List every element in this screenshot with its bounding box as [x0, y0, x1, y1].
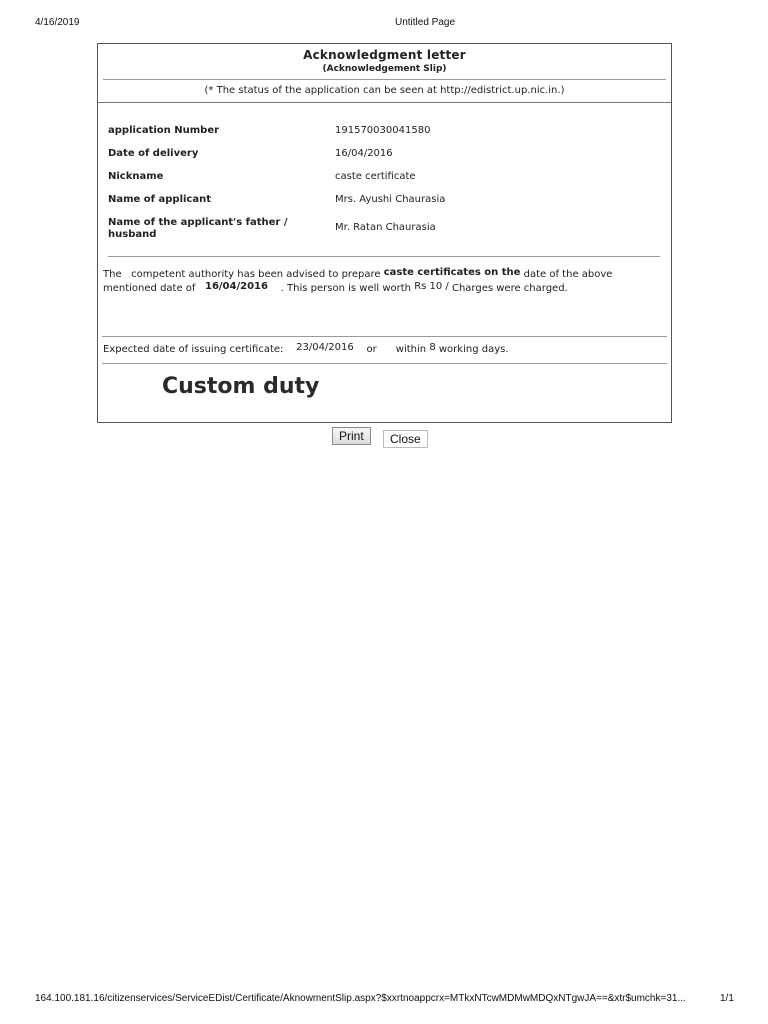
paragraph-text: date of the above — [523, 269, 613, 280]
field-label: application Number — [108, 125, 220, 136]
custom-duty-heading: Custom duty — [162, 374, 320, 399]
status-note: (* The status of the application can be seen at http://edistrict.up.nic.in.) — [204, 85, 565, 96]
working-days-count: 8 — [429, 342, 436, 353]
slip-title: Acknowledgment letter — [303, 48, 466, 62]
certificate-type: caste certificates on the — [383, 267, 521, 278]
within-text: within — [395, 344, 427, 355]
page-number: 1/1 — [720, 993, 734, 1004]
or-text: or — [366, 344, 377, 355]
field-label: Nickname — [108, 171, 164, 182]
field-value: Mrs. Ayushi Chaurasia — [335, 194, 446, 205]
print-footer — [0, 993, 768, 1007]
field-value: 191570030041580 — [335, 125, 431, 136]
divider — [102, 336, 667, 337]
field-value: caste certificate — [335, 171, 416, 182]
paragraph-text: competent authority has been advised to prepare — [131, 269, 381, 280]
paragraph-text: Charges were charged. — [451, 283, 568, 294]
close-button[interactable]: Close — [383, 430, 428, 448]
expected-label: Expected date of issuing certificate: — [103, 344, 284, 355]
authority-paragraph-line-1 — [103, 269, 612, 280]
field-value: 16/04/2016 — [335, 148, 393, 159]
field-label: Name of the applicant's father / husband — [108, 217, 288, 240]
expected-date: 23/04/2016 — [296, 342, 354, 353]
paragraph-text: The — [103, 269, 122, 280]
page-url: 164.100.181.16/citizenservices/ServiceEDist/Certificate/AknowmentSlip.aspx?$xxrtnoappcrx=MTkxNTcwMDMwMDQxNTgwJA==&xtr$umchk=31... — [35, 993, 686, 1004]
mentioned-date: 16/04/2016 — [204, 281, 268, 292]
header-divider — [103, 79, 666, 80]
divider — [102, 363, 667, 364]
print-date: 4/16/2019 — [35, 17, 80, 28]
print-header — [0, 17, 768, 31]
slip-subtitle: (Acknowledgement Slip) — [322, 64, 447, 74]
field-value: Mr. Ratan Chaurasia — [335, 222, 436, 233]
charge-amount: Rs 10 / — [414, 281, 449, 292]
field-label: Name of applicant — [108, 194, 211, 205]
expected-issue-line — [103, 344, 509, 355]
print-page-title: Untitled Page — [394, 17, 456, 28]
authority-paragraph-line-2 — [103, 283, 568, 294]
paragraph-text: mentioned date of — [103, 283, 196, 294]
working-days-suffix: working days. — [438, 344, 509, 355]
slip-header — [98, 44, 671, 103]
acknowledgement-slip — [97, 43, 672, 423]
print-button[interactable]: Print — [332, 427, 371, 445]
field-label: Date of delivery — [108, 148, 199, 159]
divider — [108, 256, 660, 257]
paragraph-text: . This person is well worth — [280, 283, 411, 294]
